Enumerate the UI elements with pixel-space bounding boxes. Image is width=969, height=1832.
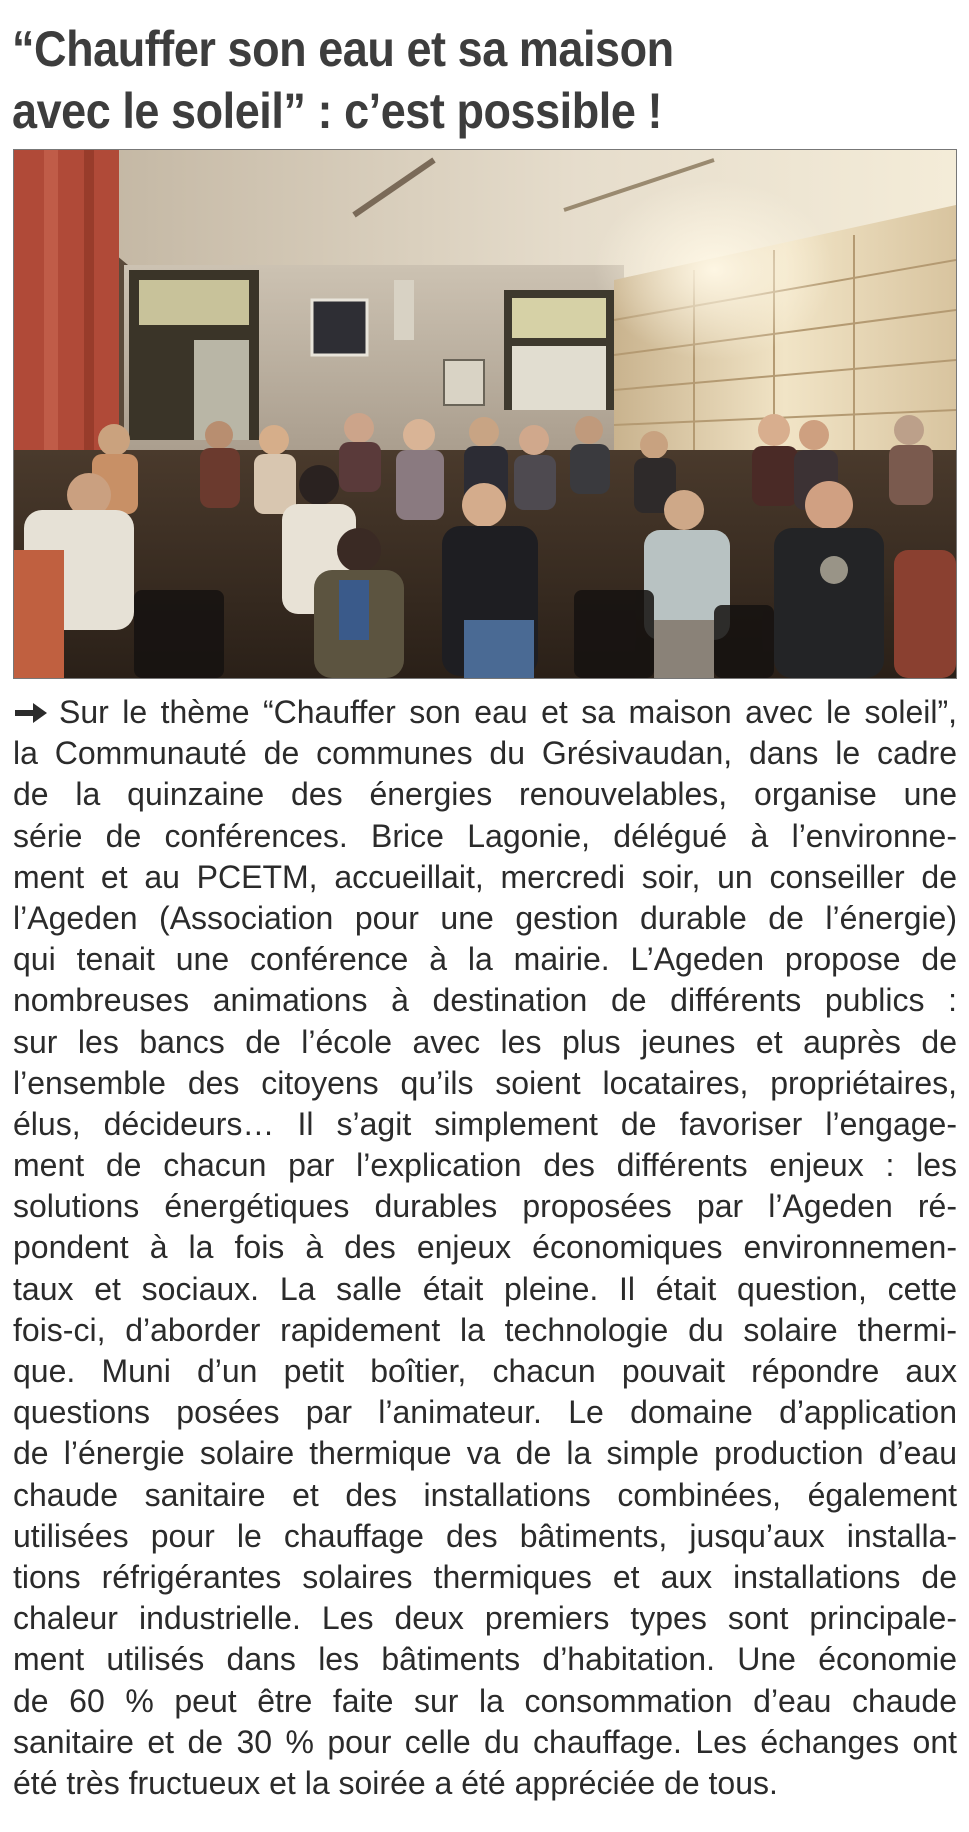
body-line: chaleur industrielle. Les deux premiers types sont principale- [13,1600,957,1637]
article-body [13,692,957,1804]
conference-photo [13,149,957,679]
body-line: qui tenait une conférence à la mairie. L’Ageden propose de [13,941,957,978]
headline-line-1: “Chauffer son eau et sa maison [12,21,674,77]
body-line: l’Ageden (Association pour une gestion durable de l’énergie) [13,899,957,936]
body-line: ment utilisés dans les bâtiments d’habitation. Une économie [13,1641,957,1678]
body-line: solutions énergétiques durables proposées par l’Ageden ré- [13,1188,957,1225]
body-line: de 60 % peut être faite sur la consommation d’eau chaude [13,1682,957,1719]
body-line: tions réfrigérantes solaires thermiques et aux installations de [13,1558,957,1595]
body-line: série de conférences. Brice Lagonie, délégué à l’environne- [13,817,957,854]
body-line: chaude sanitaire et des installations combinées, également [13,1476,957,1513]
article-headline [12,18,822,142]
arrow-right-icon [13,701,49,725]
body-line: l’ensemble des citoyens qu’ils soient locataires, propriétaires, [13,1064,957,1101]
headline-line-2: avec le soleil” : c’est possible ! [12,83,662,139]
body-line: la Communauté de communes du Grésivaudan, dans le cadre [13,735,957,772]
body-line-1 [13,692,957,733]
body-line: sur les bancs de l’école avec les plus jeunes et auprès de [13,1023,957,1060]
body-line: fois-ci, d’aborder rapidement la technologie du solaire thermi- [13,1311,957,1348]
body-line: taux et sociaux. La salle était pleine. Il était question, cette [13,1270,957,1307]
body-line: élus, décideurs… Il s’agit simplement de favoriser l’engage- [13,1105,957,1142]
body-line-text: Sur le thème “Chauffer son eau et sa maison avec le soleil”, [59,694,957,730]
body-line: ment et au PCETM, accueillait, mercredi soir, un conseiller de [13,858,957,895]
body-line: de la quinzaine des énergies renouvelables, organise une [13,776,957,813]
body-line: nombreuses animations à destination de différents publics : [13,982,957,1019]
body-line-last: été très fructueux et la soirée a été appréciée de tous. [13,1764,778,1801]
body-line: utilisées pour le chauffage des bâtiments, jusqu’aux installa- [13,1517,957,1554]
body-line: de l’énergie solaire thermique va de la simple production d’eau [13,1435,957,1472]
body-line: que. Muni d’un petit boîtier, chacun pouvait répondre aux [13,1353,957,1389]
body-line: sanitaire et de 30 % pour celle du chauffage. Les échanges ont [13,1723,957,1760]
body-line: pondent à la fois à des enjeux économiques environnemen- [13,1229,957,1266]
body-line: questions posées par l’animateur. Le domaine d’application [13,1394,957,1431]
body-line: ment de chacun par l’explication des différents enjeux : les [13,1147,957,1184]
